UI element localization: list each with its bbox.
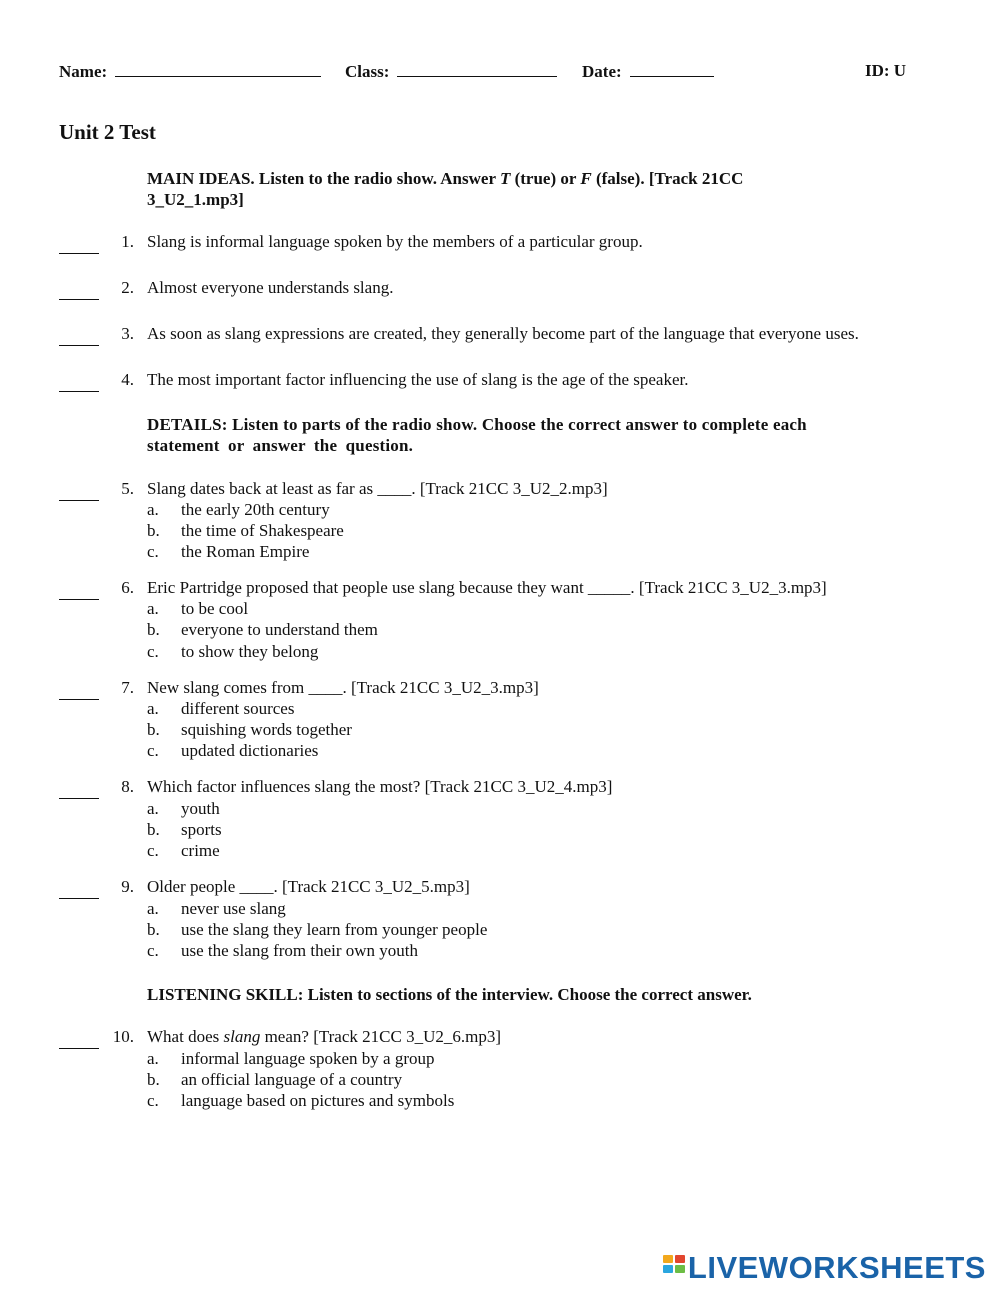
question-text: Eric Partridge proposed that people use slang because they want _____. [Track 21CC 3_U2_3.mp3] <box>147 578 827 597</box>
question-text: Slang is informal language spoken by the members of a particular group. <box>147 232 643 251</box>
question-number: 5. <box>121 479 134 498</box>
option-text: updated dictionaries <box>181 741 319 760</box>
option-text: use the slang they learn from younger people <box>181 920 488 939</box>
answer-blank[interactable] <box>59 278 99 300</box>
option-text: never use slang <box>181 899 286 918</box>
question-number: 8. <box>121 777 134 796</box>
option-letter: c. <box>147 542 159 561</box>
answer-blank[interactable] <box>59 678 99 700</box>
option-text: language based on pictures and symbols <box>181 1091 455 1110</box>
option-letter: a. <box>147 699 159 718</box>
answer-blank[interactable] <box>59 370 99 392</box>
answer-blank[interactable] <box>59 578 99 600</box>
option-letter: b. <box>147 521 160 540</box>
date-blank[interactable] <box>630 61 714 77</box>
option-text: the Roman Empire <box>181 542 310 561</box>
answer-blank[interactable] <box>59 479 99 501</box>
option-letter: c. <box>147 642 159 661</box>
question-number: 9. <box>121 877 134 896</box>
answer-blank[interactable] <box>59 877 99 899</box>
question-number: 10. <box>112 1027 134 1046</box>
main-ideas-instructions: MAIN IDEAS. Listen to the radio show. Answer T (true) or F (false). [Track 21CC 3_U2_1.mp3] <box>147 169 744 209</box>
option-letter: a. <box>147 799 159 818</box>
answer-blank[interactable] <box>59 777 99 799</box>
option-text: to be cool <box>181 599 249 618</box>
name-blank[interactable] <box>115 61 321 77</box>
option-text: youth <box>181 799 220 818</box>
id-label: ID: U <box>865 61 907 80</box>
option-text: different sources <box>181 699 295 718</box>
option-letter: a. <box>147 500 159 519</box>
question-text: New slang comes from ____. [Track 21CC 3_U2_3.mp3] <box>147 678 539 697</box>
question-text: What does slang mean? [Track 21CC 3_U2_6.mp3] <box>147 1027 501 1046</box>
question-number: 4. <box>121 370 134 389</box>
answer-blank[interactable] <box>59 232 99 254</box>
option-text: sports <box>181 820 222 839</box>
option-letter: c. <box>147 841 159 860</box>
question-text: The most important factor influencing the use of slang is the age of the speaker. <box>147 370 689 389</box>
option-text: informal language spoken by a group <box>181 1049 435 1068</box>
question-text: Almost everyone understands slang. <box>147 278 394 297</box>
option-text: to show they belong <box>181 642 319 661</box>
liveworksheets-badge-icon <box>663 1255 685 1281</box>
option-letter: b. <box>147 820 160 839</box>
name-field-label: Name: <box>59 61 321 82</box>
option-letter: c. <box>147 741 159 760</box>
details-instructions: DETAILS: Listen to parts of the radio show. Choose the correct answer to complete each statement or answer the question. <box>147 415 807 455</box>
question-number: 1. <box>121 232 134 251</box>
option-text: an official language of a country <box>181 1070 403 1089</box>
option-text: the early 20th century <box>181 500 330 519</box>
question-number: 3. <box>121 324 134 343</box>
option-text: use the slang from their own youth <box>181 941 419 960</box>
option-letter: b. <box>147 1070 160 1089</box>
option-text: squishing words together <box>181 720 352 739</box>
question-text: Which factor influences slang the most? [Track 21CC 3_U2_4.mp3] <box>147 777 613 796</box>
date-field-label: Date: <box>582 61 714 82</box>
question-text: Slang dates back at least as far as ____. [Track 21CC 3_U2_2.mp3] <box>147 479 608 498</box>
option-letter: b. <box>147 920 160 939</box>
option-letter: a. <box>147 1049 159 1068</box>
class-blank[interactable] <box>397 61 557 77</box>
option-letter: a. <box>147 599 159 618</box>
answer-blank[interactable] <box>59 324 99 346</box>
option-letter: b. <box>147 720 160 739</box>
option-letter: c. <box>147 1091 159 1110</box>
option-letter: c. <box>147 941 159 960</box>
question-number: 2. <box>121 278 134 297</box>
class-field-label: Class: <box>345 61 557 82</box>
question-text: As soon as slang expressions are created, they generally become part of the language that everyone uses. <box>147 324 859 343</box>
option-letter: b. <box>147 620 160 639</box>
option-text: crime <box>181 841 220 860</box>
option-letter: a. <box>147 899 159 918</box>
option-text: everyone to understand them <box>181 620 378 639</box>
question-number: 6. <box>121 578 134 597</box>
question-text: Older people ____. [Track 21CC 3_U2_5.mp3] <box>147 877 470 896</box>
answer-blank[interactable] <box>59 1027 99 1049</box>
page-title: Unit 2 Test <box>59 120 156 144</box>
liveworksheets-logo: LIVEWORKSHEETS <box>663 1250 986 1286</box>
question-number: 7. <box>121 678 134 697</box>
option-text: the time of Shakespeare <box>181 521 344 540</box>
listening-skill-instructions: LISTENING SKILL: Listen to sections of the interview. Choose the correct answer. <box>147 985 752 1004</box>
